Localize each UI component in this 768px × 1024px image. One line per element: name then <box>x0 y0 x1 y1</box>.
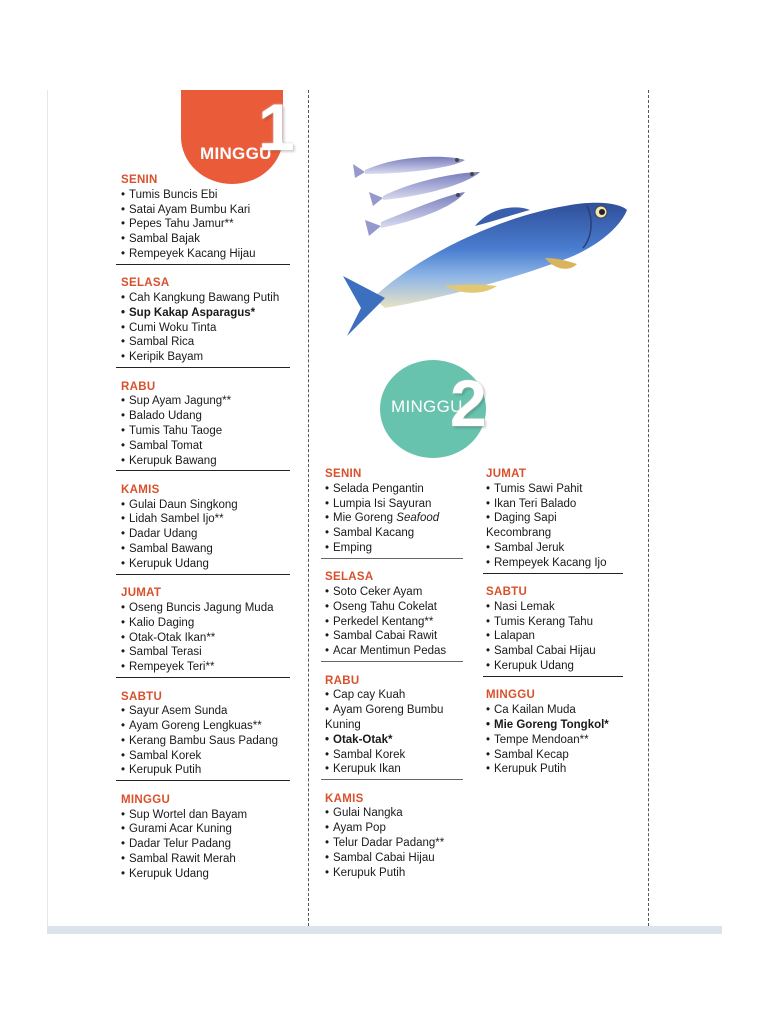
day-block-senin <box>325 467 439 556</box>
day-block-jumat <box>121 586 273 675</box>
dish-item <box>486 615 596 630</box>
dish-name: Sambal Kecap <box>494 748 569 761</box>
dish-item <box>325 585 446 600</box>
column-divider-1 <box>308 90 309 926</box>
dish-name: Gurami Acar Kuning <box>129 823 232 836</box>
dish-name: Sambal Terasi <box>129 646 202 659</box>
dish-name: Ayam Goreng Bumbu <box>333 704 444 717</box>
dish-item <box>486 511 607 526</box>
dish-item <box>325 541 439 556</box>
dish-item <box>121 203 256 218</box>
dish-item <box>121 542 238 557</box>
dish-item <box>121 631 273 646</box>
dish-list <box>486 482 607 571</box>
day-heading: SELASA <box>121 277 170 290</box>
dish-name: Sambal Kacang <box>333 527 415 540</box>
dish-list <box>121 291 279 365</box>
day-block-senin <box>121 173 256 262</box>
dish-name: Otak-Otak Ikan** <box>129 631 216 644</box>
dish-item <box>486 703 609 718</box>
dish-item <box>486 497 607 512</box>
dish-item <box>325 762 443 777</box>
dish-name: Kerupuk Putih <box>494 763 567 776</box>
dish-list <box>121 188 256 262</box>
dish-item <box>486 526 607 541</box>
day-heading: MINGGU <box>486 689 536 702</box>
dish-item <box>121 645 273 660</box>
dish-item <box>121 247 256 262</box>
week-2-badge-number: 2 <box>450 366 487 440</box>
dish-item <box>121 837 247 852</box>
dish-item <box>121 601 273 616</box>
dish-name: Mie Goreng <box>333 512 397 525</box>
dish-name: Sambal Rica <box>129 336 195 349</box>
dish-name: Sambal Bawang <box>129 543 213 556</box>
section-divider <box>116 367 290 368</box>
dish-name: Daging Sapi <box>494 512 557 525</box>
day-heading: SELASA <box>325 571 374 584</box>
dish-name: Otak-Otak* <box>333 733 393 746</box>
dish-name: Tempe Mendoan** <box>494 733 589 746</box>
dish-list <box>325 688 443 777</box>
day-block-rabu <box>121 380 231 469</box>
dish-name: Selada Pengantin <box>333 482 424 495</box>
section-divider <box>321 558 463 559</box>
dish-name: Kerupuk Putih <box>129 764 202 777</box>
dish-item <box>121 808 247 823</box>
dish-name: Kerupuk Ikan <box>333 763 401 776</box>
dish-name: Kerupuk Bawang <box>129 454 217 467</box>
day-block-sabtu <box>486 585 596 674</box>
dish-item <box>121 335 279 350</box>
dish-item <box>325 629 446 644</box>
day-heading: MINGGU <box>121 793 171 806</box>
week-1-badge <box>181 90 295 184</box>
dish-item <box>121 439 231 454</box>
section-divider <box>116 470 290 471</box>
dish-name: Tumis Sawi Pahit <box>494 482 583 495</box>
dish-name: Kerupuk Udang <box>129 557 209 570</box>
dish-list <box>486 703 609 777</box>
day-heading: JUMAT <box>121 587 162 600</box>
dish-list <box>121 808 247 882</box>
dish-item <box>121 321 279 336</box>
dish-name: Sayur Asem Sunda <box>129 705 228 718</box>
dish-item <box>121 867 247 882</box>
dish-item <box>121 394 231 409</box>
dish-item <box>121 822 247 837</box>
dish-item <box>121 306 279 321</box>
dish-item <box>325 748 443 763</box>
dish-name: Keripik Bayam <box>129 351 204 364</box>
dish-item <box>325 497 439 512</box>
fish-illustration-icon <box>325 148 635 343</box>
dish-name: Sambal Korek <box>129 749 202 762</box>
dish-item <box>325 600 446 615</box>
section-divider <box>116 264 290 265</box>
day-heading: SABTU <box>486 586 528 599</box>
dish-name: Oseng Buncis Jagung Muda <box>129 601 274 614</box>
dish-name: Kerupuk Putih <box>333 866 406 879</box>
dish-name: Sup Kakap Asparagus* <box>129 306 256 319</box>
day-heading: JUMAT <box>486 468 527 480</box>
dish-name: Kerupuk Udang <box>129 867 209 880</box>
dish-name: Perkedel Kentang** <box>333 615 434 628</box>
dish-name: Cah Kangkung Bawang Putih <box>129 292 280 305</box>
week-2-badge <box>380 360 486 458</box>
dish-item <box>121 188 256 203</box>
dish-name: Telur Dadar Padang** <box>333 837 445 850</box>
dish-item <box>121 350 279 365</box>
week-2-badge-word: MINGGU <box>391 397 463 416</box>
dish-item <box>486 482 607 497</box>
dish-item <box>121 704 278 719</box>
dish-item <box>486 600 596 615</box>
dish-item <box>325 866 444 881</box>
dish-name: Tumis Tahu Taoge <box>129 424 223 437</box>
section-divider <box>483 573 623 574</box>
dish-list <box>325 585 446 659</box>
dish-name: Kalio Daging <box>129 616 195 629</box>
dish-item <box>121 734 278 749</box>
dish-item <box>121 454 231 469</box>
dish-name: Ayam Pop <box>333 822 386 835</box>
dish-list <box>486 600 596 674</box>
dish-list <box>121 704 278 778</box>
dish-item <box>486 748 609 763</box>
dish-name: Balado Udang <box>129 410 202 423</box>
dish-item <box>121 512 238 527</box>
dish-name: Dadar Udang <box>129 528 198 541</box>
dish-name: Satai Ayam Bumbu Kari <box>129 203 251 216</box>
day-heading: KAMIS <box>325 792 364 805</box>
dish-name: Kerupuk Udang <box>494 660 574 673</box>
dish-name: Gulai Daun Singkong <box>129 498 238 511</box>
dish-name: Lalapan <box>494 630 535 643</box>
day-block-jumat <box>486 467 607 571</box>
dish-name: Sambal Tomat <box>129 439 203 452</box>
day-heading: SENIN <box>121 174 158 186</box>
dish-name: Nasi Lemak <box>494 600 555 613</box>
day-heading: KAMIS <box>121 483 160 496</box>
section-divider <box>321 661 463 662</box>
dish-item <box>325 851 444 866</box>
dish-name: Lumpia Isi Sayuran <box>333 497 432 510</box>
dish-name: Rempeyek Kacang Hijau <box>129 247 256 260</box>
dish-name: Tumis Kerang Tahu <box>494 615 594 628</box>
dish-item <box>486 718 609 733</box>
dish-item <box>121 660 273 675</box>
section-divider <box>116 780 290 781</box>
dish-item <box>486 556 607 571</box>
dish-name: Cap cay Kuah <box>333 689 406 702</box>
dish-item <box>325 511 439 526</box>
dish-item <box>121 217 256 232</box>
dish-name: Oseng Tahu Cokelat <box>333 600 437 613</box>
day-heading: SENIN <box>325 468 362 480</box>
dish-item <box>486 659 596 674</box>
dish-name: Rempeyek Kacang Ijo <box>494 556 607 569</box>
day-block-minggu <box>121 793 247 882</box>
dish-name: Sambal Bajak <box>129 233 200 246</box>
column-divider-2 <box>648 90 649 926</box>
dish-item <box>325 806 444 821</box>
dish-name: Ayam Goreng Lengkuas** <box>129 720 262 733</box>
dish-item <box>325 615 446 630</box>
dish-name: Mie Goreng Tongkol* <box>494 718 609 731</box>
dish-name: Sambal Cabai Hijau <box>333 851 435 864</box>
dish-name: Ikan Teri Balado <box>494 497 577 510</box>
day-block-selasa <box>121 276 279 365</box>
dish-name: Lidah Sambel Ijo** <box>129 513 224 526</box>
dish-name-italic: Seafood <box>396 512 440 525</box>
dish-item <box>121 409 231 424</box>
dish-item <box>121 232 256 247</box>
section-divider <box>483 676 623 677</box>
dish-item <box>486 629 596 644</box>
dish-list <box>325 482 439 556</box>
dish-list <box>121 601 273 675</box>
dish-name: Tumis Buncis Ebi <box>129 188 218 201</box>
dish-name: Pepes Tahu Jamur** <box>129 218 234 231</box>
dish-item <box>325 821 444 836</box>
dish-name: Sup Ayam Jagung** <box>129 395 232 408</box>
dish-name: Dadar Telur Padang <box>129 838 232 851</box>
dish-name: Sambal Korek <box>333 748 406 761</box>
dish-item <box>121 719 278 734</box>
dish-name: Emping <box>333 541 372 554</box>
dish-item <box>121 749 278 764</box>
dish-item <box>486 644 596 659</box>
page-edge <box>47 90 48 926</box>
dish-name: Kerang Bambu Saus Padang <box>129 734 278 747</box>
day-block-kamis <box>121 483 238 572</box>
dish-item <box>121 763 278 778</box>
dish-name: Rempeyek Teri** <box>129 661 215 674</box>
dish-name: Ca Kailan Muda <box>494 704 576 717</box>
dish-item <box>121 527 238 542</box>
dish-item <box>121 557 238 572</box>
dish-list <box>121 394 231 468</box>
dish-item <box>486 762 609 777</box>
day-heading: RABU <box>325 674 360 687</box>
dish-list <box>325 806 444 880</box>
day-block-kamis <box>325 792 444 881</box>
section-divider <box>321 779 463 780</box>
dish-item <box>325 644 446 659</box>
week-1-badge-number: 1 <box>258 90 295 164</box>
dish-item <box>325 733 443 748</box>
dish-name: Gulai Nangka <box>333 807 403 820</box>
dish-name: Sup Wortel dan Bayam <box>129 808 248 821</box>
dish-name: Cumi Woku Tinta <box>129 321 217 334</box>
dish-item <box>486 541 607 556</box>
section-divider <box>116 677 290 678</box>
dish-name: Sambal Cabai Rawit <box>333 630 438 643</box>
dish-item <box>121 616 273 631</box>
dish-item <box>325 688 443 703</box>
dish-item <box>325 526 439 541</box>
dish-name: Kuning <box>325 718 361 731</box>
section-divider <box>116 574 290 575</box>
dish-name: Acar Mentimun Pedas <box>333 645 447 658</box>
dish-item <box>325 836 444 851</box>
dish-item <box>121 852 247 867</box>
day-heading: RABU <box>121 380 156 393</box>
day-heading: SABTU <box>121 690 163 703</box>
day-block-selasa <box>325 570 446 659</box>
dish-name: Soto Ceker Ayam <box>333 586 423 599</box>
dish-item <box>486 733 609 748</box>
day-block-rabu <box>325 674 443 778</box>
dish-name: Sambal Rawit Merah <box>129 852 236 865</box>
week-1-badge-word: MINGGU <box>200 144 272 163</box>
page-bottom-bar <box>47 926 722 934</box>
dish-name: Kecombrang <box>486 527 552 540</box>
dish-list <box>121 498 238 572</box>
day-block-minggu <box>486 688 609 777</box>
dish-item <box>325 718 443 733</box>
day-block-sabtu <box>121 690 278 779</box>
dish-item <box>121 498 238 513</box>
dish-name: Sambal Cabai Hijau <box>494 645 596 658</box>
dish-item <box>325 703 443 718</box>
dish-item <box>121 291 279 306</box>
dish-item <box>325 482 439 497</box>
dish-item <box>121 424 231 439</box>
dish-name: Sambal Jeruk <box>494 541 565 554</box>
